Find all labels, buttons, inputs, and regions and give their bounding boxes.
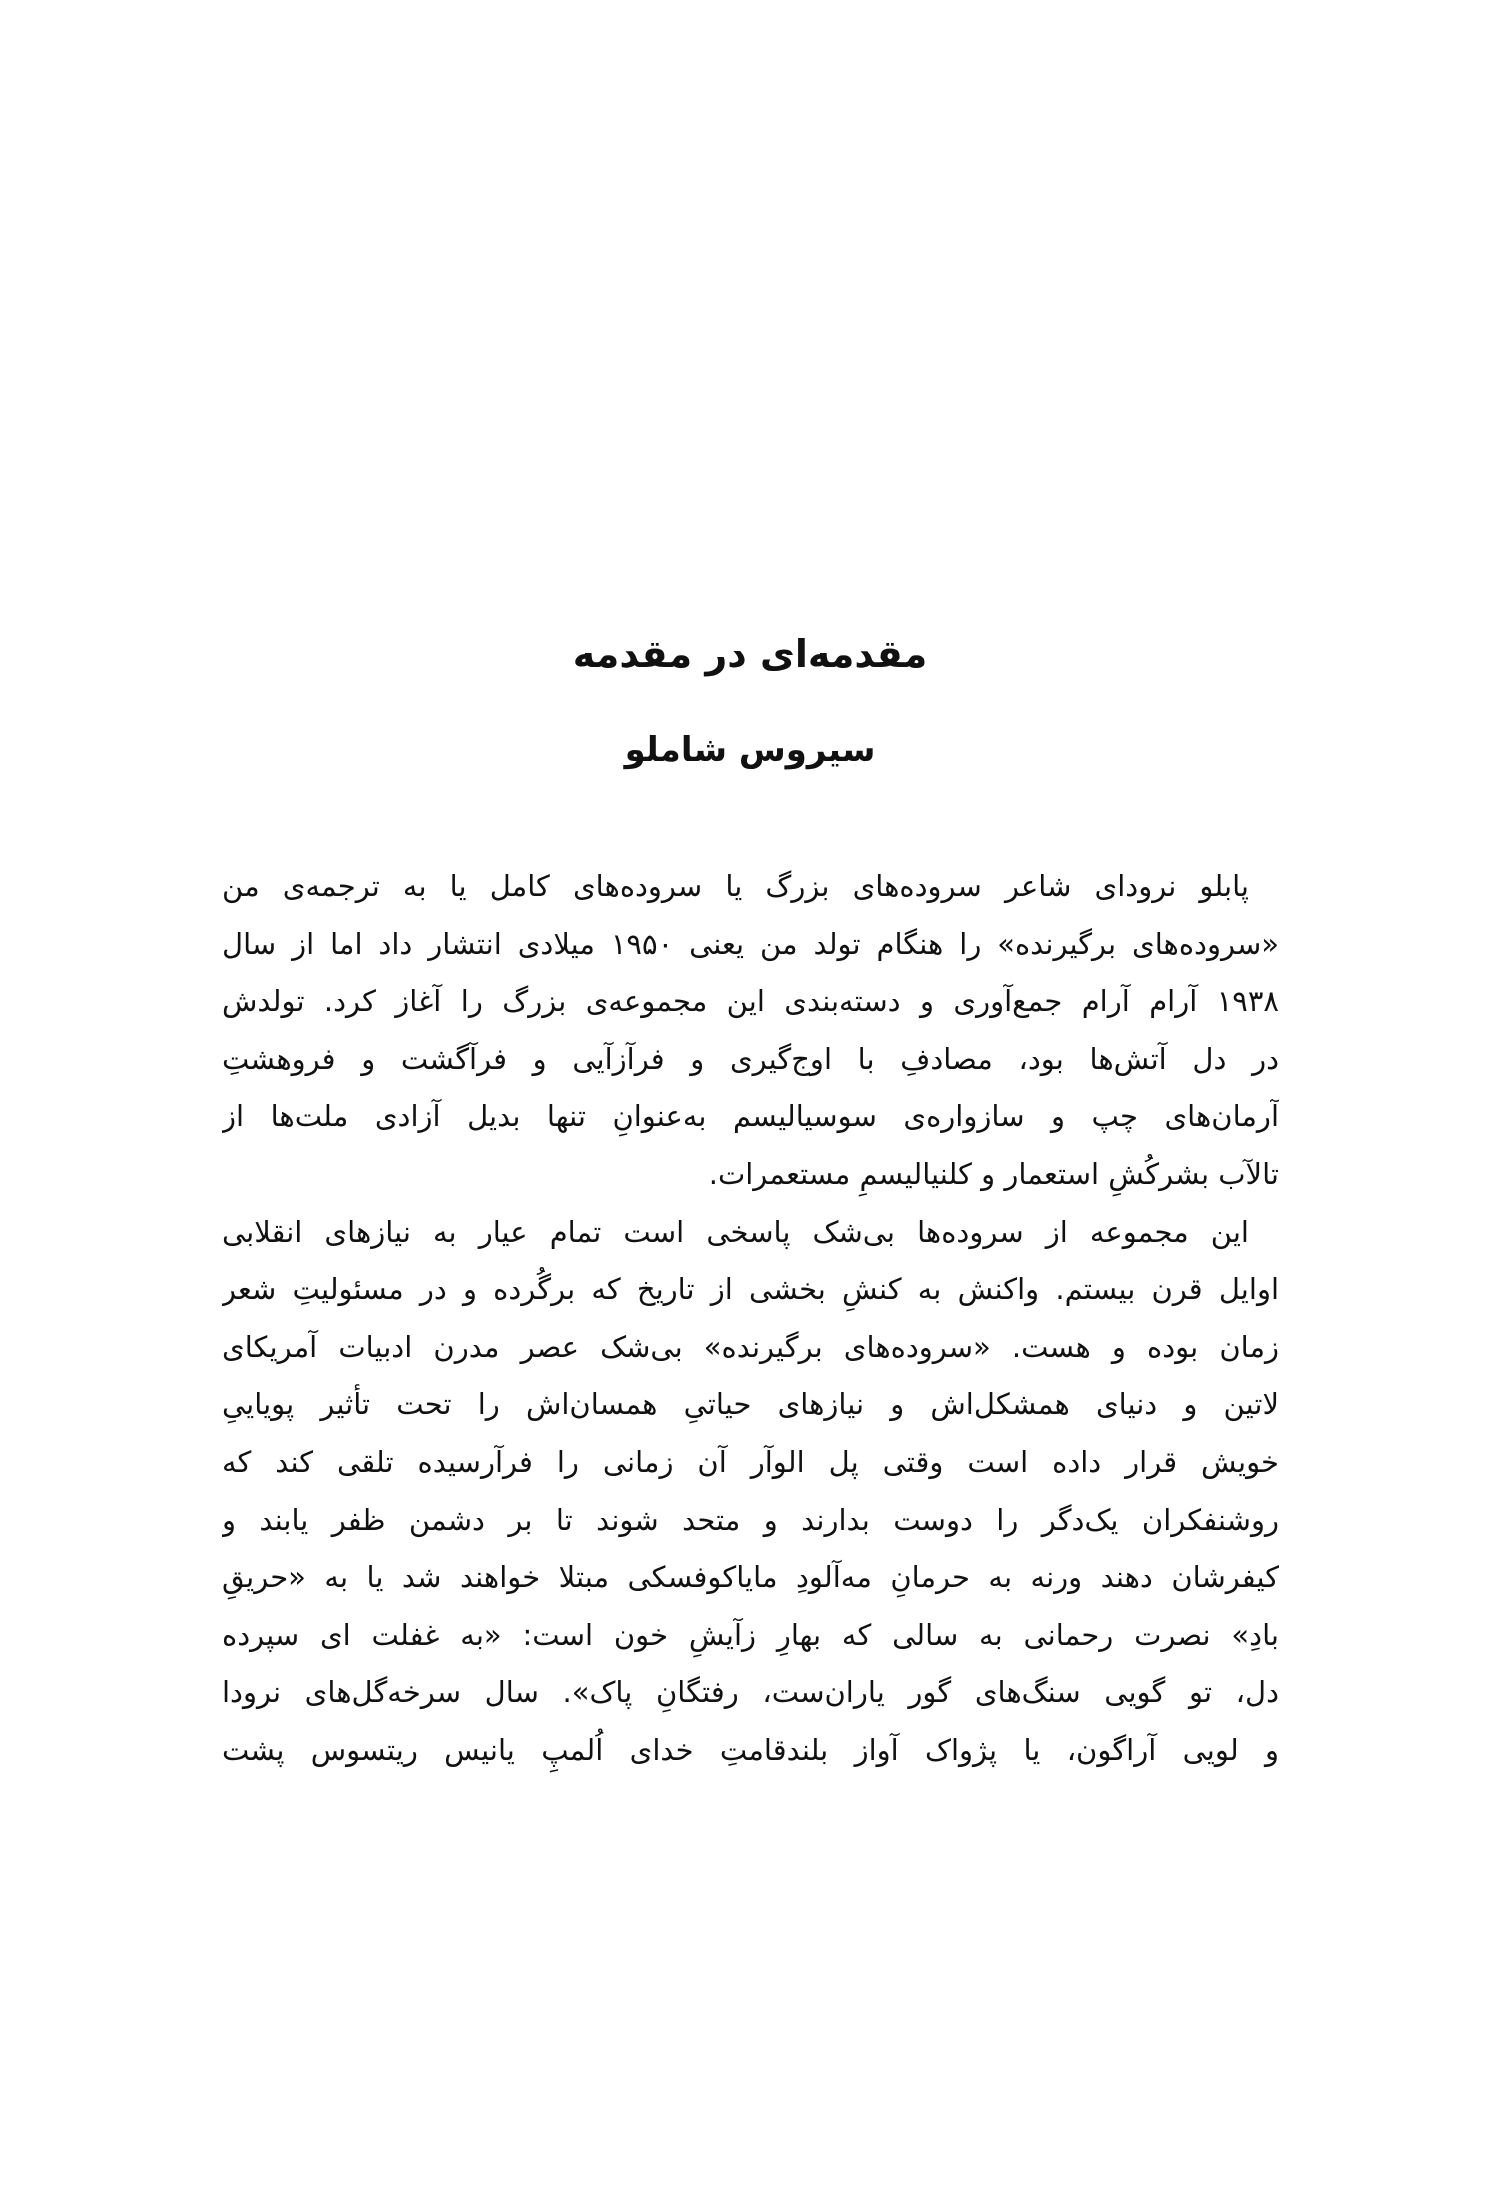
text-line: این مجموعه از سروده‌ها بی‌شک پاسخی است تمام عیار به نیازهای انقلابی xyxy=(222,1214,1249,1249)
text-line: تالآب بشرکُشِ استعمار و کلنیالیسمِ مستعمرات. xyxy=(708,1156,1279,1191)
text-line: لاتین و دنیای همشکل‌اش و نیازهای حیاتیِ همسان‌اش را تحت تأثیر پویاییِ xyxy=(222,1387,1279,1422)
body-text xyxy=(222,858,1279,1780)
text-line: «سروده‌های برگیرنده» را هنگام تولد من یعنی ۱۹۵۰ میلادی انتشار داد اما از سال xyxy=(222,926,1279,961)
text-line: زمان بوده و هست. «سروده‌های برگیرنده» بی‌شک عصر مدرن ادبیات آمریکای xyxy=(222,1329,1279,1364)
text-line: پابلو نرودای شاعر سروده‌های بزرگ یا سروده‌های کامل یا به ترجمه‌ی من xyxy=(222,869,1249,903)
text-line: کیفرشان دهند ورنه به حرمانِ مه‌آلودِ مایاکوفسکی مبتلا خواهند شد یا به «حریقِ xyxy=(222,1560,1279,1595)
text-line: در دل آتش‌ها بود، مصادفِ با اوج‌گیری و فرآزآیی و فرآگشت و فروهشتِ xyxy=(222,1041,1279,1076)
text-line: ۱۹۳۸ آرام آرام جمع‌آوری و دسته‌بندی این مجموعه‌ی بزرگ را آغاز کرد. تولدش xyxy=(222,984,1279,1019)
text-line: خویش قرار داده است وقتی پل الوآر آن زمانی را فرآرسیده تلقی کند که xyxy=(222,1444,1279,1479)
text-line: بادِ» نصرت رحمانی به سالی که بهارِ زآیشِ خون است: «به غفلت ای سپرده xyxy=(222,1617,1279,1652)
chapter-title: مقدمه‌ای در مقدمه xyxy=(572,632,928,676)
text-line: و لویی آراگون، یا پژواک آواز بلندقامتِ خدای اُلمپِ یانیس ریتسوس پشت xyxy=(222,1732,1279,1767)
text-line: دل، تو گویی سنگ‌های گور یاران‌ست، رفتگانِ پاک». سال سرخه‌گل‌های نرودا xyxy=(222,1675,1279,1710)
text-line: اوایل قرن بیستم. واکنش به کنشِ بخشی از تاریخ که برگُرده و در مسئولیتِ شعر xyxy=(222,1272,1279,1307)
text-line: آرمان‌های چپ و سازواره‌ی سوسیالیسم به‌عنوانِ تنها بدیل آزادی ملت‌ها از xyxy=(222,1099,1279,1134)
author-name: سیروس شاملو xyxy=(624,730,876,770)
text-line: روشنفکران یک‌دگر را دوست بدارند و متحد شوند تا بر دشمن ظفر یابند و xyxy=(222,1502,1279,1537)
